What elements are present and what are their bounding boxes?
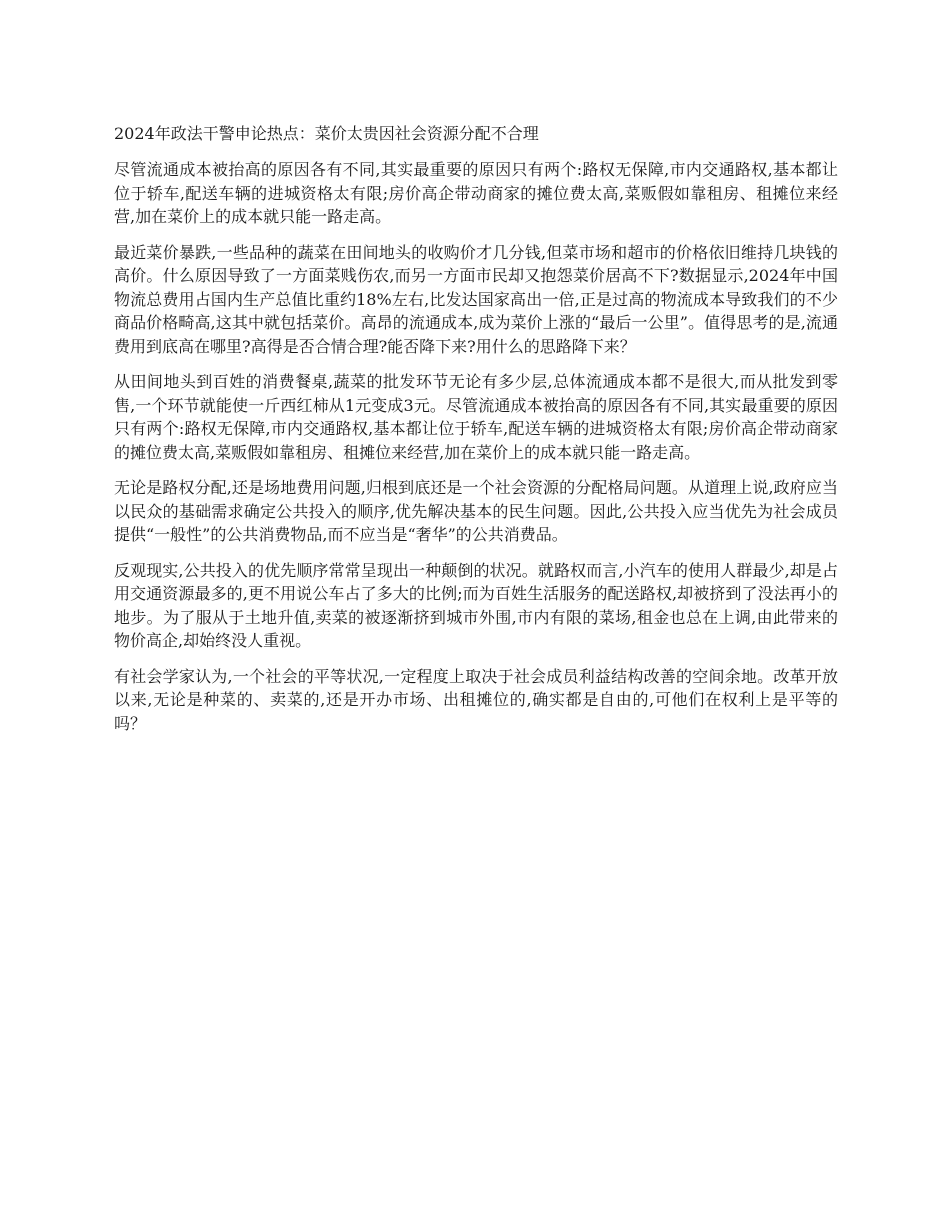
paragraph-3: 从田间地头到百姓的消费餐桌,蔬菜的批发环节无论有多少层,总体流通成本都不是很大,而从批发到零售,一个环节就能使一斤西红柿从1元变成3元。尽管流通成本被抬高的原因各有不同,其实最重要的原因只有两个:路权无保障,市内交通路权,基本都让位于轿车,配送车辆的进城资格太有限;房价高企带动商家的摊位费太高,菜贩假如靠租房、租摊位来经营,加在菜价上的成本就只能一路走高。 bbox=[114, 372, 838, 462]
paragraph-6: 有社会学家认为,一个社会的平等状况,一定程度上取决于社会成员利益结构改善的空间余地。改革开放以来,无论是种菜的、卖菜的,还是开办市场、出租摊位的,确实都是自由的,可他们在权利上是平等的吗？ bbox=[114, 666, 838, 733]
document-page bbox=[114, 122, 838, 747]
document-title: 2024年政法干警申论热点：菜价太贵因社会资源分配不合理 bbox=[114, 124, 539, 143]
paragraph-1: 尽管流通成本被抬高的原因各有不同,其实最重要的原因只有两个:路权无保障,市内交通路权,基本都让位于轿车,配送车辆的进城资格太有限;房价高企带动商家的摊位费太高,菜贩假如靠租房、租摊位来经营,加在菜价上的成本就只能一路走高。 bbox=[114, 160, 838, 226]
paragraph-2: 最近菜价暴跌,一些品种的蔬菜在田间地头的收购价才几分钱,但菜市场和超市的价格依旧维持几块钱的高价。什么原因导致了一方面菜贱伤农,而另一方面市民却又抱怨菜价居高不下?数据显示,2024年中国物流总费用占国内生产总值比重约18%左右,比发达国家高出一倍,正是过高的物流成本导致我们的不少商品价格畸高,这其中就包括菜价。高昂的流通成本,成为菜价上涨的“最后一公里”。值得思考的是,流通费用到底高在哪里?高得是否合情合理?能否降下来?用什么的思路降下来？ bbox=[114, 242, 838, 356]
paragraph-5: 反观现实,公共投入的优先顺序常常呈现出一种颠倒的状况。就路权而言,小汽车的使用人群最少,却是占用交通资源最多的,更不用说公车占了多大的比例;而为百姓生活服务的配送路权,却被挤到了没法再小的地步。为了服从于土地升值,卖菜的被逐渐挤到城市外围,市内有限的菜场,租金也总在上调,由此带来的物价高企,却始终没人重视。 bbox=[114, 560, 838, 650]
paragraph-4: 无论是路权分配,还是场地费用问题,归根到底还是一个社会资源的分配格局问题。从道理上说,政府应当以民众的基础需求确定公共投入的顺序,优先解决基本的民生问题。因此,公共投入应当优先为社会成员提供“一般性”的公共消费物品,而不应当是“奢华”的公共消费品。 bbox=[114, 478, 838, 544]
